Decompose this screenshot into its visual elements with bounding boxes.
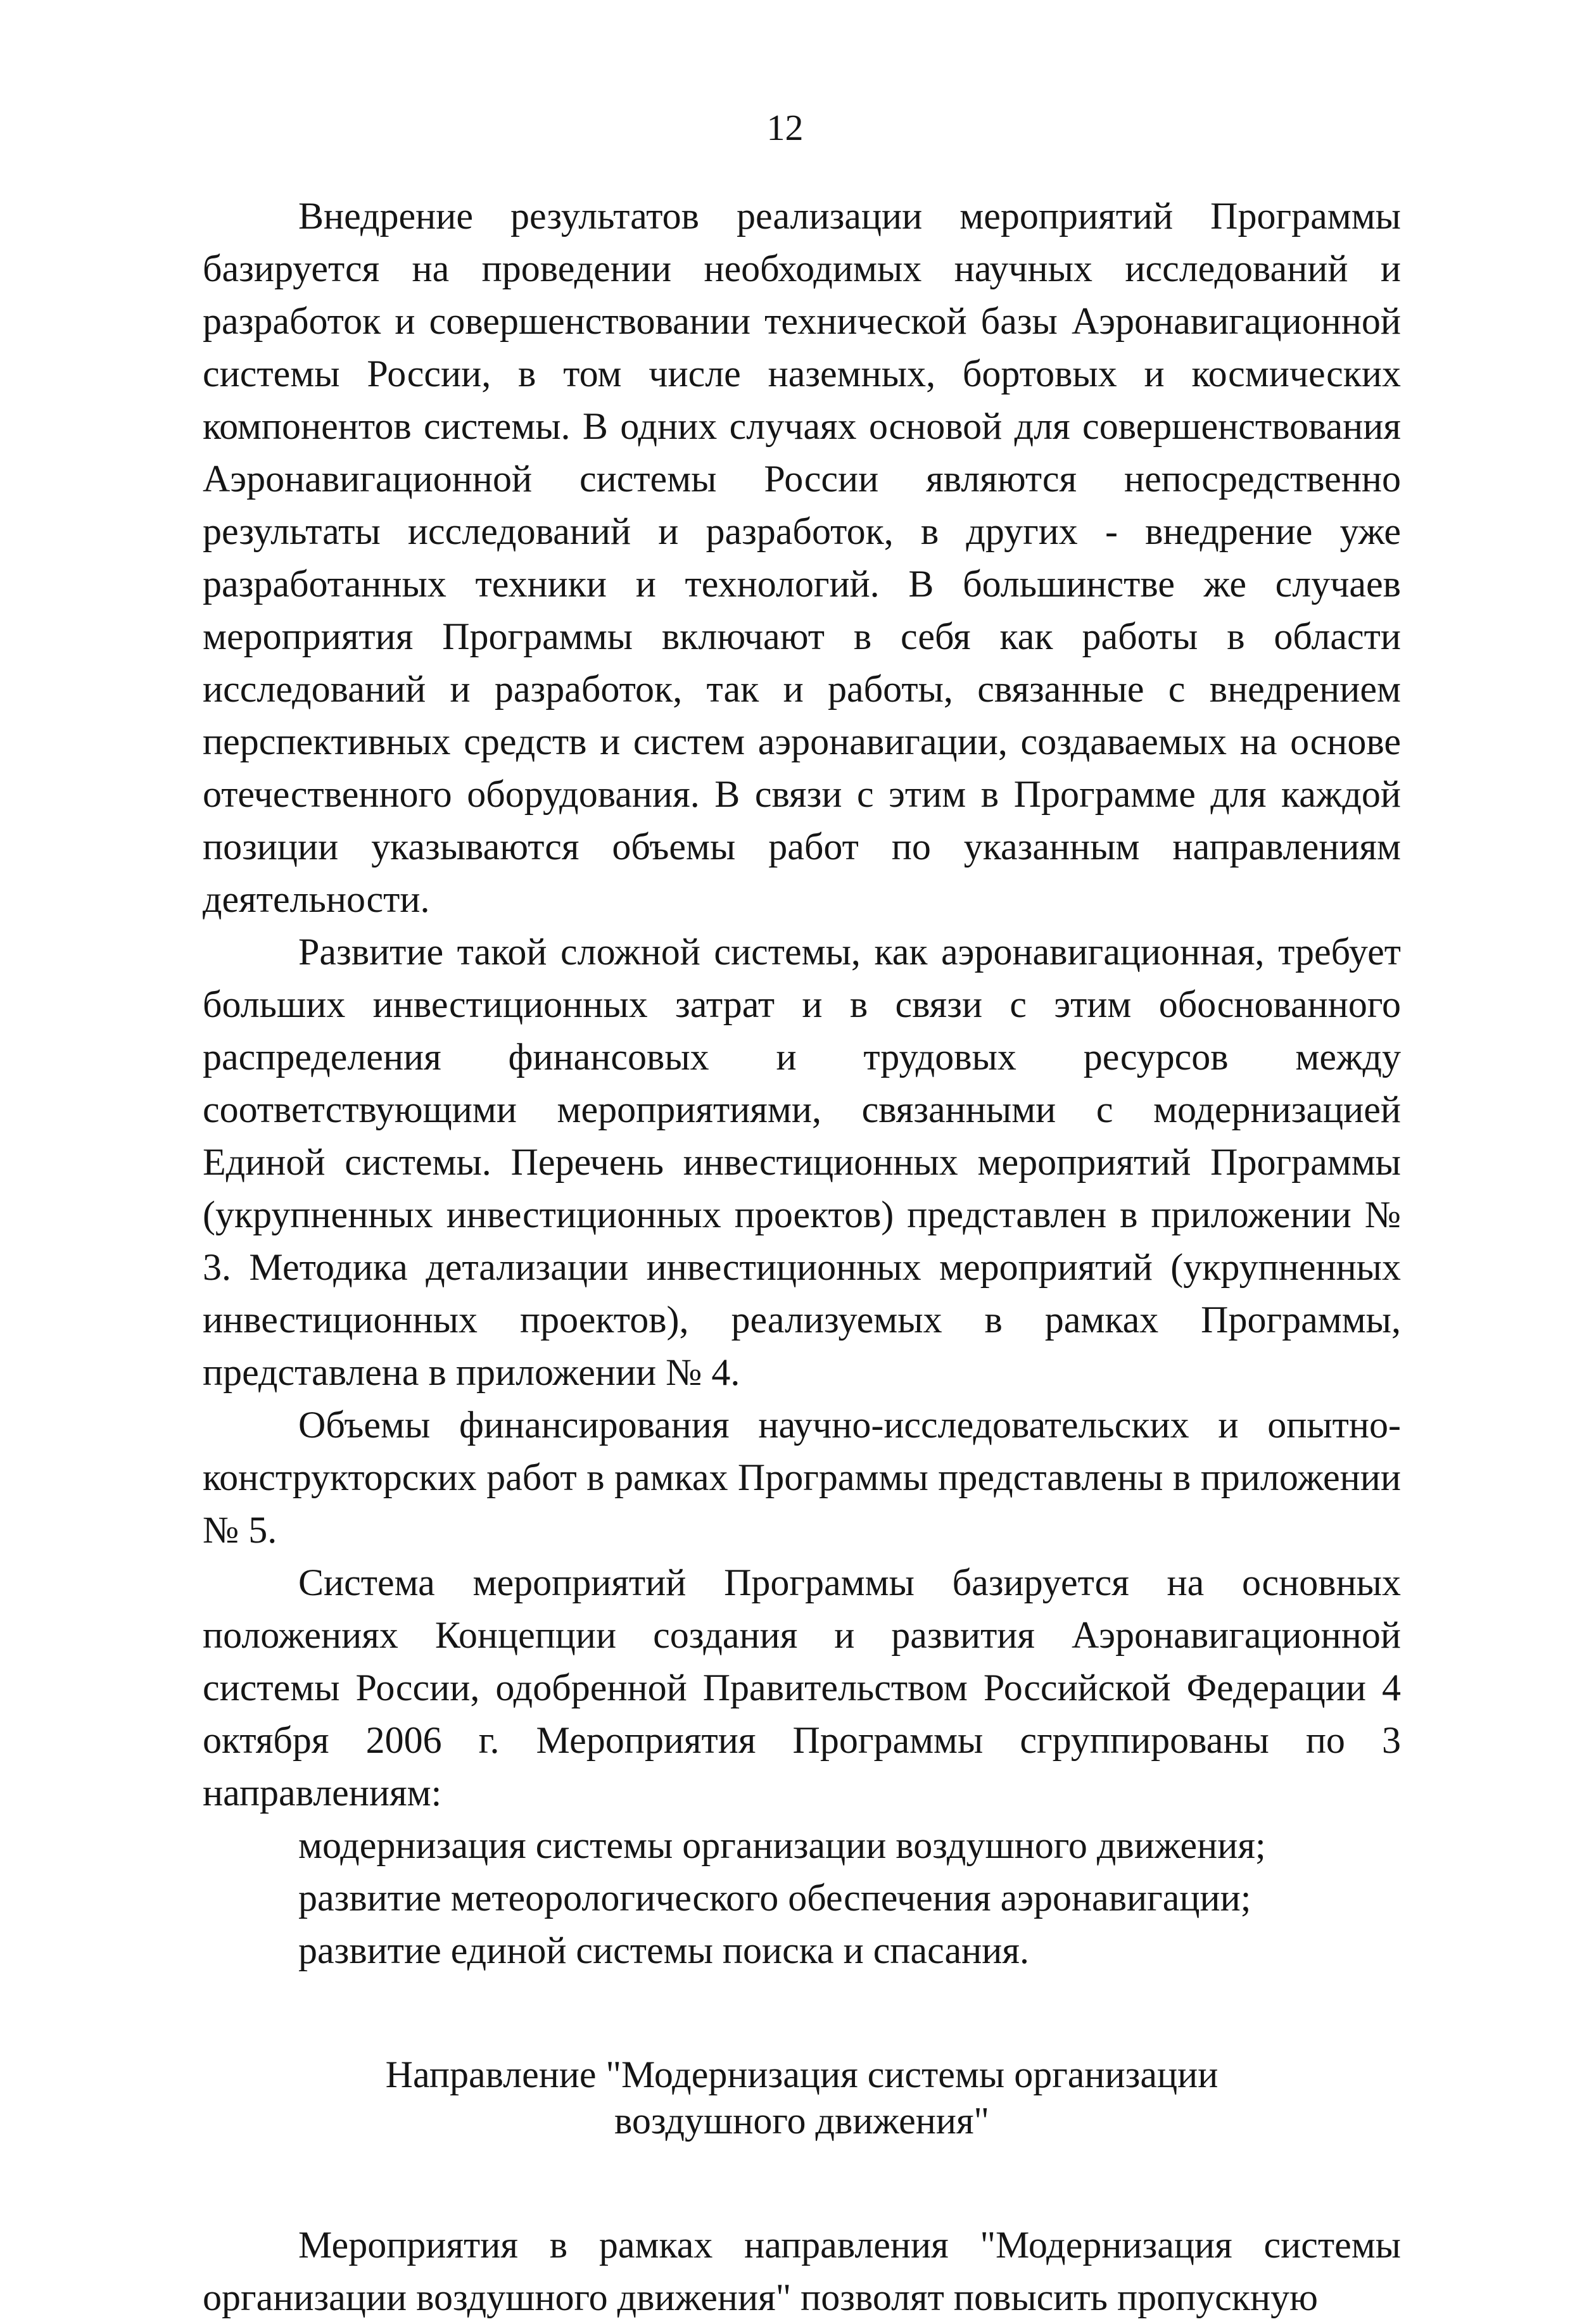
paragraph-system-of-measures: Система мероприятий Программы базируется на основных положениях Концепции создания и развития Аэронавигационной системы России, одобренной Правительством Российской Федерации 4 октября 2006 г. Мероприятия Программы сгруппированы по 3 направлениям: xyxy=(203,1562,1401,1814)
body-text xyxy=(203,190,1401,2324)
page-number: 12 xyxy=(766,107,804,148)
section-heading-line2: воздушного движения" xyxy=(614,2100,990,2142)
list-item: развитие метеорологического обеспечения аэронавигации; xyxy=(298,1877,1251,1919)
paragraph-implementation: Внедрение результатов реализации мероприятий Программы базируется на проведении необходимых научных исследований и разработок и совершенствовании технической базы Аэронавигационной системы России, в том числе наземных, бортовых и космических компонентов системы. В одних случаях основой для совершенствования Аэронавигационной системы России являются непосредственно результаты исследований и разработок, в других - внедрение уже разработанных техники и технологий. В большинстве же случаев мероприятия Программы включают в себя как работы в области исследований и разработок, так и работы, связанные с внедрением перспективных средств и систем аэронавигации, создаваемых на основе отечественного оборудования. В связи с этим в Программе для каждой позиции указываются объемы работ по указанным направлениям деятельности. xyxy=(203,195,1401,920)
section-heading xyxy=(203,2052,1401,2144)
paragraph-atm-direction: Мероприятия в рамках направления "Модернизация системы организации воздушного движения" позволят повысить пропускную xyxy=(203,2224,1401,2318)
list-item: модернизация системы организации воздушного движения; xyxy=(298,1824,1266,1866)
list-item: развитие единой системы поиска и спасания. xyxy=(298,1929,1029,1971)
directions-list xyxy=(203,1819,1401,1977)
section-heading-line1: Направление "Модернизация системы организации xyxy=(385,2054,1219,2095)
paragraph-investment: Развитие такой сложной системы, как аэронавигационная, требует больших инвестиционных затрат и в связи с этим обоснованного распределения финансовых и трудовых ресурсов между соответствующими мероприятиями, связанными с модернизацией Единой системы. Перечень инвестиционных мероприятий Программы (укрупненных инвестиционных проектов) представлен в приложении № 3. Методика детализации инвестиционных мероприятий (укрупненных инвестиционных проектов), реализуемых в рамках Программы, представлена в приложении № 4. xyxy=(203,931,1401,1393)
paragraph-rnd-funding: Объемы финансирования научно-исследовательских и опытно-конструкторских работ в рамках Программы представлены в приложении № 5. xyxy=(203,1404,1401,1551)
